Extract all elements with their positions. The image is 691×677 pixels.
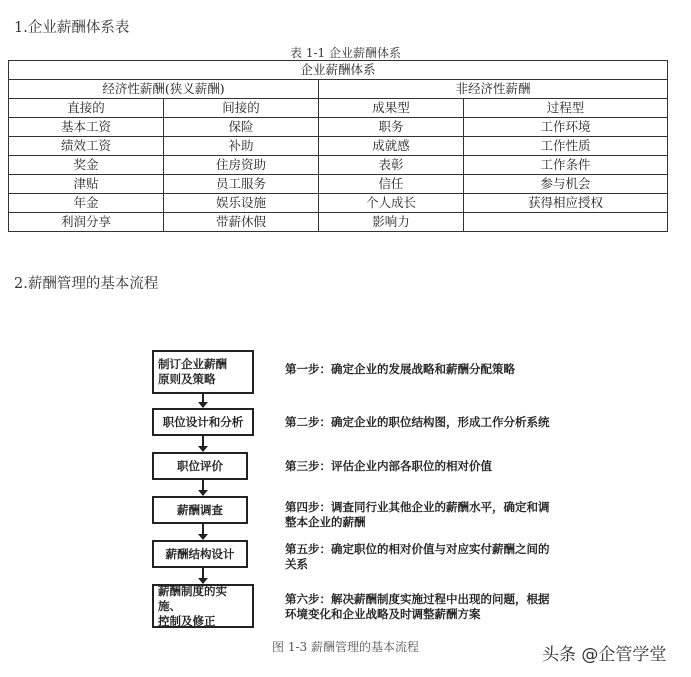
flow-arrow-line: [202, 436, 204, 446]
table-cell: 娱乐设施: [164, 194, 319, 213]
flow-step-2: 第二步：确定企业的职位结构图，形成工作分析系统: [285, 415, 550, 429]
flow-box-strategy: [152, 350, 254, 394]
flow-box-label: 薪酬调查: [177, 502, 223, 517]
table-cell: 年金: [9, 194, 164, 213]
table-row: [9, 175, 668, 194]
table-row: [9, 118, 668, 137]
table-cell: 员工服务: [164, 175, 319, 194]
flow-box-label: 职位设计和分析: [162, 414, 244, 429]
table-title-cell: 企业薪酬体系: [9, 61, 668, 80]
flow-step-1: 第一步：确定企业的发展战略和薪酬分配策略: [285, 362, 515, 376]
table-row: [9, 137, 668, 156]
table-cell: 成就感: [319, 137, 464, 156]
flow-step-5: 第五步：确定职位的相对价值与对应实付薪酬之间的 关系: [285, 542, 550, 571]
table-row: [9, 213, 668, 232]
table-cell: 奖金: [9, 156, 164, 175]
table-cell: 参与机会: [464, 175, 668, 194]
table-cell: 表彰: [319, 156, 464, 175]
table-cell: 个人成长: [319, 194, 464, 213]
flow-arrow-line: [202, 568, 204, 578]
table-cell: 利润分享: [9, 213, 164, 232]
flow-step-6: 第六步：解决薪酬制度实施过程中出现的问题，根据 环境变化和企业战略及时调整薪酬方案: [285, 592, 550, 621]
table-group-row: [9, 80, 668, 99]
header-cell: 直接的: [9, 99, 164, 118]
flow-box-implementation: [152, 584, 254, 628]
group-economic-cell: 经济性薪酬(狭义薪酬): [9, 80, 319, 99]
table-cell: 工作条件: [464, 156, 668, 175]
table-cell: 工作环境: [464, 118, 668, 137]
flow-box-salary-structure: [152, 540, 248, 568]
header-cell: 成果型: [319, 99, 464, 118]
table-cell: 工作性质: [464, 137, 668, 156]
section-heading-compensation-table: 1.企业薪酬体系表: [14, 20, 130, 36]
flow-box-label: 薪酬制度的实施、 控制及修正: [158, 583, 227, 628]
table-cell: 获得相应授权: [464, 194, 668, 213]
flow-box-label: 职位评价: [177, 458, 223, 473]
flow-box-salary-survey: [152, 496, 248, 524]
table-title-row: [9, 61, 668, 80]
flow-box-label: 薪酬结构设计: [165, 546, 235, 561]
figure-caption: 图 1-3 薪酬管理的基本流程: [272, 640, 419, 654]
flow-arrow-line: [202, 524, 204, 534]
section-heading-process: 2.薪酬管理的基本流程: [14, 276, 159, 292]
flow-step-3: 第三步：评估企业内部各职位的相对价值: [285, 459, 492, 473]
table-cell: 住房资助: [164, 156, 319, 175]
table-row: [9, 156, 668, 175]
flow-box-job-evaluation: [152, 452, 248, 480]
table-cell: 绩效工资: [9, 137, 164, 156]
table-cell: 职务: [319, 118, 464, 137]
watermark: 头条 @企管学堂: [542, 645, 667, 665]
table-cell: 保险: [164, 118, 319, 137]
table-cell: 基本工资: [9, 118, 164, 137]
flow-step-4: 第四步：调查同行业其他企业的薪酬水平，确定和调 整本企业的薪酬: [285, 500, 550, 529]
table-cell: 津贴: [9, 175, 164, 194]
table-caption: 表 1-1 企业薪酬体系: [290, 46, 401, 60]
flow-arrow-line: [202, 480, 204, 490]
table-row: [9, 194, 668, 213]
header-cell: 间接的: [164, 99, 319, 118]
table-cell: 影响力: [319, 213, 464, 232]
compensation-table: [8, 60, 668, 232]
flow-arrow-line: [202, 394, 204, 402]
header-cell: 过程型: [464, 99, 668, 118]
group-non-economic-cell: 非经济性薪酬: [319, 80, 668, 99]
table-cell: [464, 213, 668, 232]
flow-box-job-design: [152, 408, 254, 436]
table-cell: 信任: [319, 175, 464, 194]
table-header-row: [9, 99, 668, 118]
table-cell: 补助: [164, 137, 319, 156]
table-cell: 带薪休假: [164, 213, 319, 232]
flow-box-label: 制订企业薪酬 原则及策略: [158, 357, 227, 386]
